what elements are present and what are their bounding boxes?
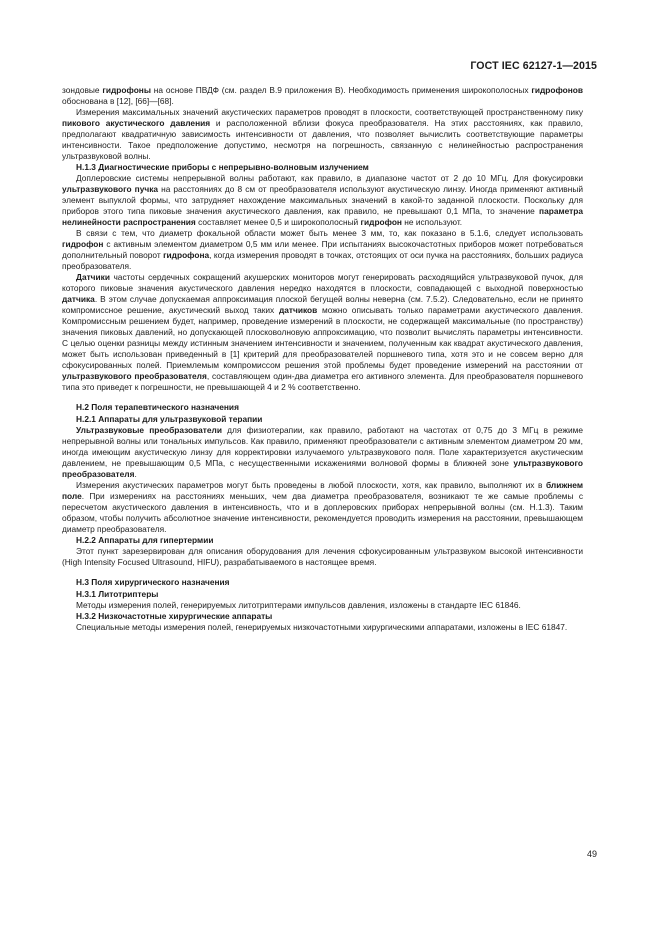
paragraph: Ультразвуковые преобразователи для физиотерапии, как правило, работают на частотах от 0,75 до 3 МГц в режиме непрерывной волны или тональных импульсов. Как правило, применяют преобразователи с активным элементом диаметром 20 мм, иногда имеющим акустическую линзу для корректировки излучаемого ультразвукового поля. Поле характеризуется акустическим давлением, не превышающим 0,5 МПа, с несущественными искажениями волновой формы в ближней зоне ультразвукового преобразователя. [62,425,583,479]
paragraph: Измерения акустических параметров могут быть проведены в любой плоскости, хотя, как правило, выполняют их в ближнем поле. При измерениях на расстояниях меньших, чем два диаметра преобразователя, возникают те же самые проблемы с пересчетом акустического давления в интенсивность, что и в доплеровских приборах непрерывной волны (см. Н.1.3). Таким образом, чтобы получить абсолютное значение интенсивности, рекомендуется проводить измерения на расстоянии, превышающем диаметр преобразователя. [62,480,583,534]
paragraph: Датчики частоты сердечных сокращений акушерских мониторов могут генерировать расходящийся ультразвуковой пучок, для которого пиковые значения акустического давления нередко находятся в плоскости, совпадающей с выходной поверхностью датчика. В этом случае допускаемая аппроксимация плоской бегущей волны неверна (см. 7.5.2). Следовательно, если не принято компромиссное решение, акустический выход таких датчиков можно описывать только параметрами акустического давления. Компромиссным решением будет, например, проведение измерений в плоскости, не содержащей максимальные (по пространству) значения пиковых давлений, но допускающей плосковолновую аппроксимацию, что позволит вычислять параметры интенсивности. С целью оценки разницы между истинным значением интенсивности и значением, полученным как квадрат акустического давления, может быть использован приведенный в [1] критерий для преобразователей поршневого типа, хотя это и не совсем верно для сфокусированных полей. Приемлемым компромиссом решения этой проблемы будет проведение измерений на расстоянии от ультразвукового преобразователя, составляющем один-два диаметра его активного элемента. Для преобразователя поршневого типа это приведет к погрешности, не превышающей 4 и 2 % соответственно. [62,272,584,392]
paragraph: В связи с тем, что диаметр фокальной области может быть менее 3 мм, то, как показано в 5.1.6, следует использовать гидрофон с активным элементом диаметром 0,5 мм или менее. При испытаниях высокочастотных приборов может потребоваться дополнительный поворот гидрофона, когда измерения проводят в точках, отстоящих от оси пучка на расстояниях, больших радиуса преобразователя. [62,228,583,271]
section-heading: Н.1.3 Диагностические приборы с непрерывно-волновым излучением [76,162,369,172]
section-heading: Н.3.2 Низкочастотные хирургические аппараты [76,611,273,621]
document-body [62,85,583,633]
paragraph: Этот пункт зарезервирован для описания оборудования для лечения сфокусированным ультразвуком высокой интенсивности (High Intensity Focused Ultrasound, HIFU), разрабатываемого в настоящее время. [62,546,583,567]
section-heading: Н.3.1 Литотриптеры [76,589,159,599]
paragraph: зондовые гидрофоны на основе ПВДФ (см. раздел В.9 приложения В). Необходимость применения широкополосных гидрофонов обоснована в [12], [66]—[68]. [62,85,583,106]
paragraph: Доплеровские системы непрерывной волны работают, как правило, в диапазоне частот от 2 до 10 МГц. Для фокусировки ультразвукового пучка на расстояниях до 8 см от преобразователя используют акустическую линзу. Иногда применяют активный элемент выпуклой формы, что затрудняет нахождение максимальных значений в какой-то заданной плоскости. Поскольку для приборов этого типа пиковые значения акустического давления, как правило, не превышают 0,1 МПа, то значение параметра нелинейности распространения составляет менее 0,5 и широкополосный гидрофон не используют. [62,173,583,227]
document-header: ГОСТ IEC 62127-1—2015 [470,60,597,72]
section-heading: Н.2.1 Аппараты для ультразвуковой терапии [76,414,263,424]
page-number: 49 [586,849,597,859]
section-heading: Н.2 Поля терапевтического назначения [76,402,239,412]
section-heading: Н.2.2 Аппараты для гипертермии [76,535,214,545]
paragraph: Измерения максимальных значений акустических параметров проводят в плоскости, соответствующей пространственному пику пикового акустического давления и расположенной вблизи фокуса преобразователя. На этих расстояниях, как правило, предполагают квадратичную зависимость интенсивности от давления, что позволяет вычислить соответствующие параметры интенсивности. Такое предположение допустимо, несмотря на погрешность, связанную с нелинейностью распространения ультразвуковой волны. [62,107,583,161]
paragraph: Специальные методы измерения полей, генерируемых низкочастотными хирургическими аппаратами, изложены в IEC 61847. [76,622,568,632]
section-heading: Н.3 Поля хирургического назначения [76,577,230,587]
paragraph: Методы измерения полей, генерируемых литотриптерами импульсов давления, изложены в стандарте IEC 61846. [76,600,521,610]
